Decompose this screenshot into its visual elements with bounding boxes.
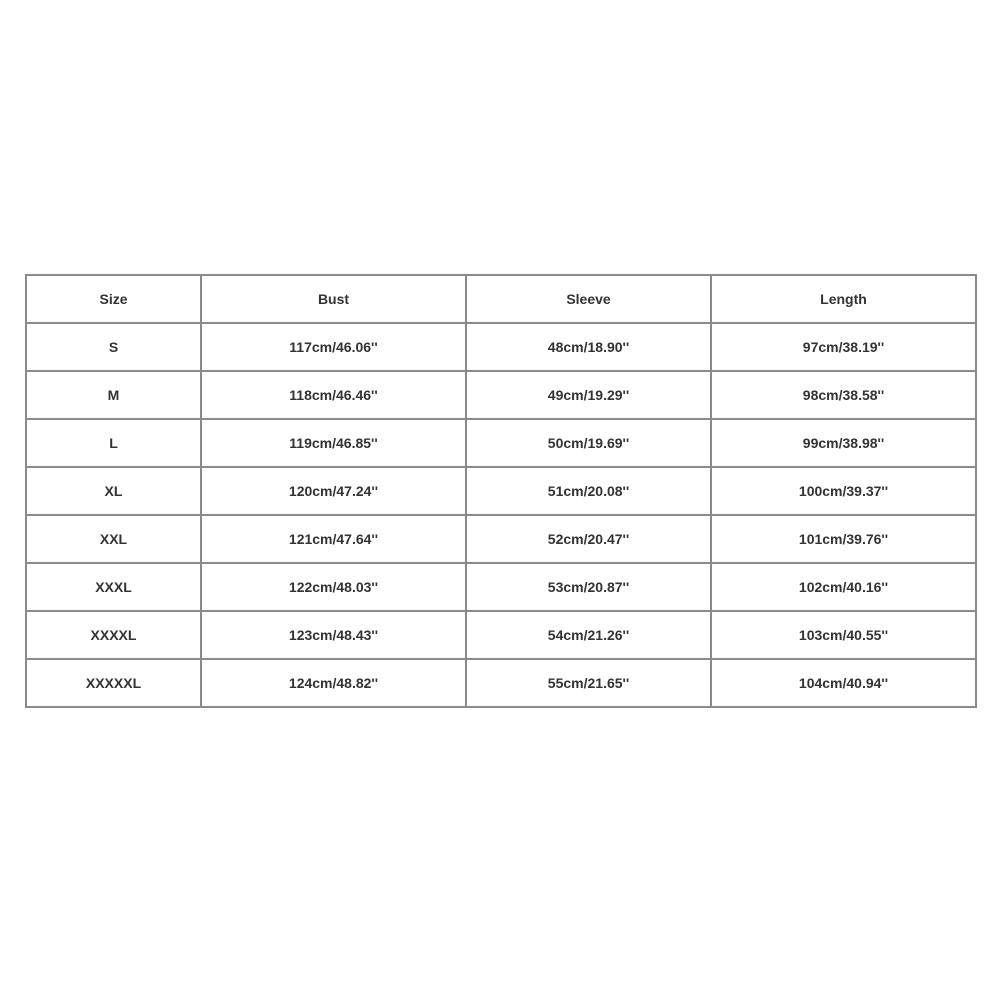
cell-sleeve: 48cm/18.90''	[466, 323, 711, 371]
cell-bust: 124cm/48.82''	[201, 659, 466, 707]
header-size: Size	[26, 275, 201, 323]
table-row	[26, 611, 976, 659]
table-row	[26, 419, 976, 467]
cell-sleeve: 51cm/20.08''	[466, 467, 711, 515]
header-length: Length	[711, 275, 976, 323]
cell-size: XL	[26, 467, 201, 515]
cell-bust: 118cm/46.46''	[201, 371, 466, 419]
cell-sleeve: 49cm/19.29''	[466, 371, 711, 419]
cell-size: XXXL	[26, 563, 201, 611]
cell-length: 100cm/39.37''	[711, 467, 976, 515]
cell-bust: 120cm/47.24''	[201, 467, 466, 515]
cell-length: 97cm/38.19''	[711, 323, 976, 371]
cell-bust: 123cm/48.43''	[201, 611, 466, 659]
cell-size: XXXXXL	[26, 659, 201, 707]
cell-size: XXXXL	[26, 611, 201, 659]
cell-length: 103cm/40.55''	[711, 611, 976, 659]
cell-size: XXL	[26, 515, 201, 563]
table-header-row	[26, 275, 976, 323]
cell-size: M	[26, 371, 201, 419]
cell-sleeve: 53cm/20.87''	[466, 563, 711, 611]
header-bust: Bust	[201, 275, 466, 323]
cell-bust: 121cm/47.64''	[201, 515, 466, 563]
cell-length: 98cm/38.58''	[711, 371, 976, 419]
table-row	[26, 515, 976, 563]
table-row	[26, 323, 976, 371]
cell-sleeve: 52cm/20.47''	[466, 515, 711, 563]
cell-length: 99cm/38.98''	[711, 419, 976, 467]
table-row	[26, 467, 976, 515]
cell-length: 101cm/39.76''	[711, 515, 976, 563]
cell-sleeve: 50cm/19.69''	[466, 419, 711, 467]
cell-bust: 122cm/48.03''	[201, 563, 466, 611]
table-row	[26, 659, 976, 707]
cell-size: S	[26, 323, 201, 371]
cell-sleeve: 55cm/21.65''	[466, 659, 711, 707]
table-row	[26, 563, 976, 611]
cell-size: L	[26, 419, 201, 467]
cell-length: 102cm/40.16''	[711, 563, 976, 611]
cell-length: 104cm/40.94''	[711, 659, 976, 707]
header-sleeve: Sleeve	[466, 275, 711, 323]
size-chart-table	[25, 274, 977, 708]
cell-bust: 119cm/46.85''	[201, 419, 466, 467]
table-row	[26, 371, 976, 419]
cell-sleeve: 54cm/21.26''	[466, 611, 711, 659]
cell-bust: 117cm/46.06''	[201, 323, 466, 371]
